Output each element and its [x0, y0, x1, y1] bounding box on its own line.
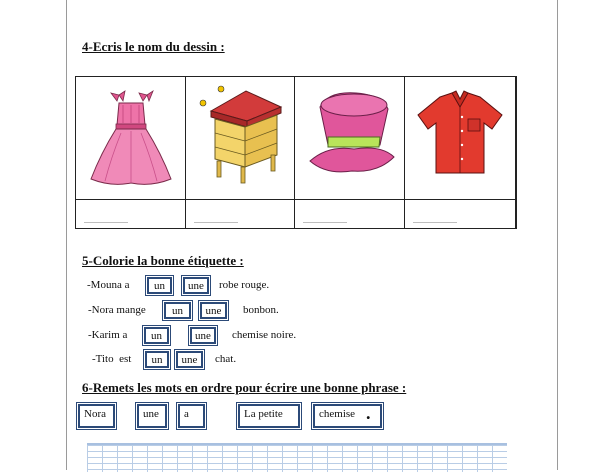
answer-line-3[interactable]: ......................	[303, 216, 347, 225]
exercise6-title: 6-Remets les mots en ordre pour écrire une bonne phrase :	[82, 380, 407, 395]
answer-line-1[interactable]: ......................	[84, 216, 128, 225]
word-box-une[interactable]: une	[137, 404, 167, 428]
sentence-1-option-une[interactable]: une	[183, 277, 209, 294]
answer-line-4[interactable]: ......................	[413, 216, 457, 225]
writing-grid[interactable]	[87, 443, 507, 472]
sentence-4-suffix: chat.	[215, 353, 237, 365]
right-margin-line	[557, 0, 558, 470]
exercise5-title: 5-Colorie la bonne étiquette :	[82, 253, 244, 268]
drawing-cell-shirt	[405, 77, 516, 228]
exercise4-title: 4-Ecris le nom du dessin :	[82, 39, 225, 54]
sentence-1-option-un[interactable]: un	[147, 277, 172, 294]
sentence-1-suffix: robe rouge.	[219, 279, 270, 291]
sentence-4-prefix: -Tito est	[92, 353, 132, 365]
sentence-2-prefix: -Nora mange	[88, 304, 146, 316]
word-box-chemise[interactable]: chemise	[313, 404, 382, 428]
word-box-period: .	[366, 403, 371, 423]
word-box-la-petite[interactable]: La petite	[238, 404, 300, 428]
answer-line-2[interactable]: ......................	[194, 216, 238, 225]
sentence-3-option-un[interactable]: un	[144, 327, 169, 344]
sentence-3-suffix: chemise noire.	[232, 329, 297, 341]
sentence-4-option-un[interactable]: un	[145, 351, 169, 368]
left-margin-line	[66, 0, 67, 470]
shirt-icon	[410, 83, 510, 195]
drawing-cell-beehive	[186, 77, 295, 228]
sentence-3-option-une[interactable]: une	[190, 327, 216, 344]
sentence-2-option-une[interactable]: une	[200, 302, 227, 319]
sentence-2-option-un[interactable]: un	[164, 302, 191, 319]
sentence-1-prefix: -Mouna a	[87, 279, 130, 291]
sentence-3-prefix: -Karim a	[88, 329, 128, 341]
word-box-nora[interactable]: Nora	[78, 404, 115, 428]
sentence-2-suffix: bonbon.	[243, 304, 279, 316]
drawing-table	[75, 76, 517, 229]
drawing-cell-dress	[76, 77, 186, 228]
hat-icon	[298, 81, 402, 193]
drawing-cell-hat	[295, 77, 405, 228]
answer-row-divider	[76, 199, 516, 200]
word-box-a[interactable]: a	[178, 404, 205, 428]
sentence-4-option-une[interactable]: une	[176, 351, 203, 368]
beehive-icon	[191, 81, 291, 193]
dress-icon	[81, 83, 181, 195]
